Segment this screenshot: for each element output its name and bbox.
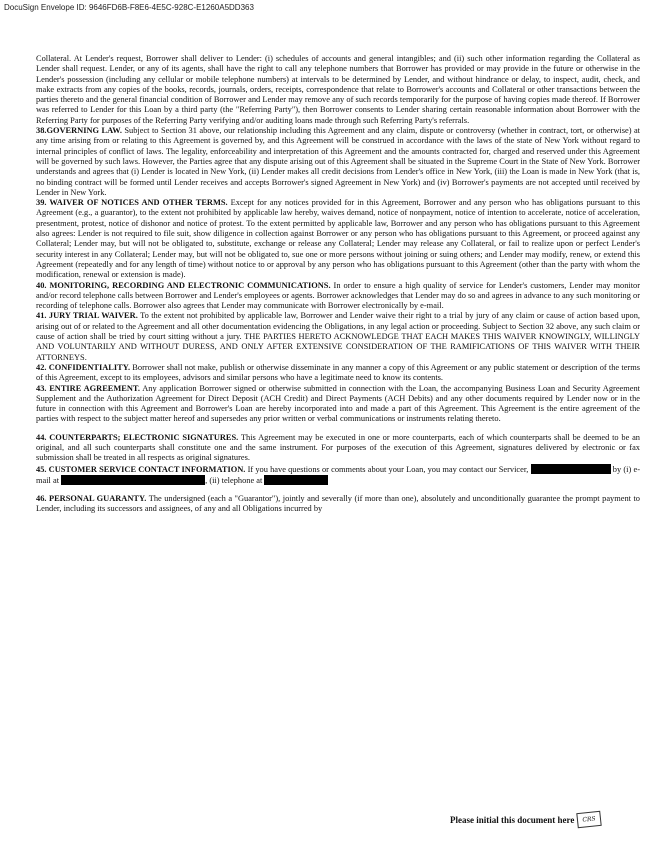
section-45-body-c: , (ii) telephone at — [205, 475, 263, 485]
section-46-body: The undersigned (each a "Guarantor"), jointly and severally (if more than one), absolutely and unconditionally guarantee the prompt payment to Lender, including its successors and assignees, of any and all Obligations incurred by — [36, 494, 640, 514]
document-body — [36, 54, 640, 515]
redacted-telephone — [264, 475, 328, 485]
section-46 — [36, 494, 640, 515]
section-42-heading: 42. CONFIDENTIALITY. — [36, 362, 131, 372]
section-42 — [36, 363, 640, 384]
section-44-heading: 44. COUNTERPARTS; ELECTRONIC SIGNATURES. — [36, 432, 239, 442]
section-45-heading: 45. CUSTOMER SERVICE CONTACT INFORMATION. — [36, 464, 246, 474]
section-44-body: This Agreement may be executed in one or more counterparts, each of which counterparts shall be deemed to be an original, and all such counterparts shall constitute one and the same instrument. For purposes of the execution of this Agreement, signatures delivered by electronic or fax submission shall be treated in all respects as original signatures. — [36, 432, 640, 463]
section-43-heading: 43. ENTIRE AGREEMENT. — [36, 383, 140, 393]
section-45-body-b: by (i) e-mail at — [36, 464, 640, 485]
section-38-body: Subject to Section 31 above, our relationship including this Agreement and any claim, dispute or controversy (whether in contract, tort, or otherwise) at any time arising from or relating to this Agreement is governed by, and this Agreement will be construed in accordance with the laws of the state of New York without regard to internal principles of conflict of laws. The legality, enforceability and interpretation of this Agreement and the amounts contracted for, charged and reserved under this Agreement will be governed by such laws. However, the Parties agree that any dispute arising out of this Agreement shall be situated in the Supreme Court in the State of New York. Borrower understands and agrees that (i) Lender is located in New York, (ii) Lender makes all credit decisions from Lender's office in New York, (iii) the Loan is made in New York (that is, no binding contract will be formed until Lender receives and accepts Borrower's signed Agreement in New York) and (iv) Borrower's payments are not accepted until received by Lender in New York. — [36, 126, 641, 197]
section-38-heading: 38.GOVERNING LAW. — [36, 126, 122, 136]
section-39-heading: 39. WAIVER OF NOTICES AND OTHER TERMS. — [36, 198, 228, 208]
section-42-body: Borrower shall not make, publish or otherwise disseminate in any manner a copy of this Agreement or any public statement or description of the terms of this Agreement, except to its employees, advisors and similar persons who have a legitimate need to know its contents. — [36, 362, 640, 383]
redacted-email — [61, 475, 205, 485]
section-45 — [36, 464, 640, 487]
section-44 — [36, 433, 640, 464]
section-41-heading: 41. JURY TRIAL WAIVER. — [36, 311, 138, 321]
initials-field[interactable]: CRS — [577, 811, 602, 828]
section-46-heading: 46. PERSONAL GUARANTY. — [36, 494, 147, 504]
section-39 — [36, 198, 640, 280]
initial-footer — [450, 812, 601, 827]
section-41 — [36, 311, 640, 362]
section-41-body: To the extent not prohibited by applicable law, Borrower and Lender waive their right to a trial by jury of any claim or cause of action based upon, arising out of or related to the Agreement and all other documentation evidencing the Obligations, in any legal action or proceeding. Subject to Section 32 above, any such claim or cause of action shall be tried by court sitting without a jury. THE PARTIES HERETO ACKNOWLEDGE THAT EACH MAKES THIS WAIVER KNOWINGLY, WILLINGLY AND VOLUNTARILY AND WITHOUT DURESS, AND ONLY AFTER EXTENSIVE CONSIDERATION OF THE RAMIFICATIONS OF THIS WAIVER WITH THEIR ATTORNEYS. — [36, 311, 640, 362]
collateral-paragraph: Collateral. At Lender's request, Borrower shall deliver to Lender: (i) schedules of accounts and general intangibles; and (ii) such other information regarding the Collateral as Lender shall request. Lender, or any of its agents, shall have the right to call any telephone numbers that Borrower has provided or may provide in the future or otherwise in the Lender's possession (including any cellular or mobile telephone numbers) at intervals to be determined by Lender, and without hindrance or delay, to inspect, audit, check, and make extracts from any copies of the books, records, journals, orders, receipts, correspondence that relate to Borrower's accounts and Collateral or other transactions between the parties thereto and the general financial condition of Borrower and Lender may remove any of such records temporarily for the purpose of having copies made thereof. If Borrower was referred to Lender for this Loan by a third party (the "Referring Party"), then Borrower consents to Lender sharing certain reasonable information about Borrower with the Referring Party for purposes of the Referring Party verifying and/or auditing loans made through such Referring Party's referrals. — [36, 54, 640, 125]
section-45-body-a: If you have questions or comments about your Loan, you may contact our Servicer, — [245, 464, 529, 474]
envelope-id: DocuSign Envelope ID: 9646FD6B-F8E6-4E5C-928C-E1260A5DD363 — [4, 3, 254, 12]
section-40-body: In order to ensure a high quality of service for Lender's customers, Lender may monitor and/or record telephone calls between Borrower and Lender's employees or agents. Borrower acknowledges that Lender may do so and agrees in advance to any such monitoring or recording of telephone calls. Borrower also agrees that Lender may communicate with Borrower electronically by e-mail. — [36, 280, 641, 311]
section-43-body: Any application Borrower signed or otherwise submitted in connection with the Loan, the accompanying Business Loan and Security Agreement Supplement and the Authorization Agreement for Direct Deposit (ACH Credit) and Direct Payments (ACH Debits) and any other documents required by Lender now or in the future in connection with this Agreement and Borrower's Loan are hereby incorporated into and made a part of this Agreement. This Agreement is the entire agreement of the parties with respect to the subject matter hereof and supersedes any prior written or verbal communications or instruments relating thereto. — [36, 383, 641, 424]
section-38 — [36, 126, 640, 198]
redacted-servicer-name — [531, 464, 611, 474]
section-40-heading: 40. MONITORING, RECORDING AND ELECTRONIC COMMUNICATIONS. — [36, 280, 331, 290]
section-43 — [36, 384, 640, 425]
section-39-body: Except for any notices provided for in this Agreement, Borrower and any person who has obligations pursuant to this Agreement (e.g., a guarantor), to the extent not prohibited by applicable law hereby, waives demand, notice of nonpayment, notice of intention to accelerate, notice of acceleration, presentment, protest, notice of dishonor and notice of protest. To the extent permitted by applicable law, Borrower and any person who has obligations pursuant to this Agreement also agrees: Lender is not required to file suit, show diligence in collection against Borrower or any person who has obligations pursuant to this Agreement, or proceed against any Collateral; Lender may, but will not be obligated to, substitute, exchange or release any Collateral; Lender may release any Collateral, or fail to realize upon or perfect Lender's security interest in any Collateral; Lender may, but will not be obligated to, sue one or more persons without joining or suing others; and Lender may modify, renew, or extend this Agreement (repeatedly and for any length of time) without notice to or approval by any person who has obligations pursuant to this Agreement (other than the party with whom the modification, renewal or extension is made). — [36, 198, 640, 280]
section-40 — [36, 281, 640, 312]
initial-prompt: Please initial this document here — [450, 814, 575, 825]
